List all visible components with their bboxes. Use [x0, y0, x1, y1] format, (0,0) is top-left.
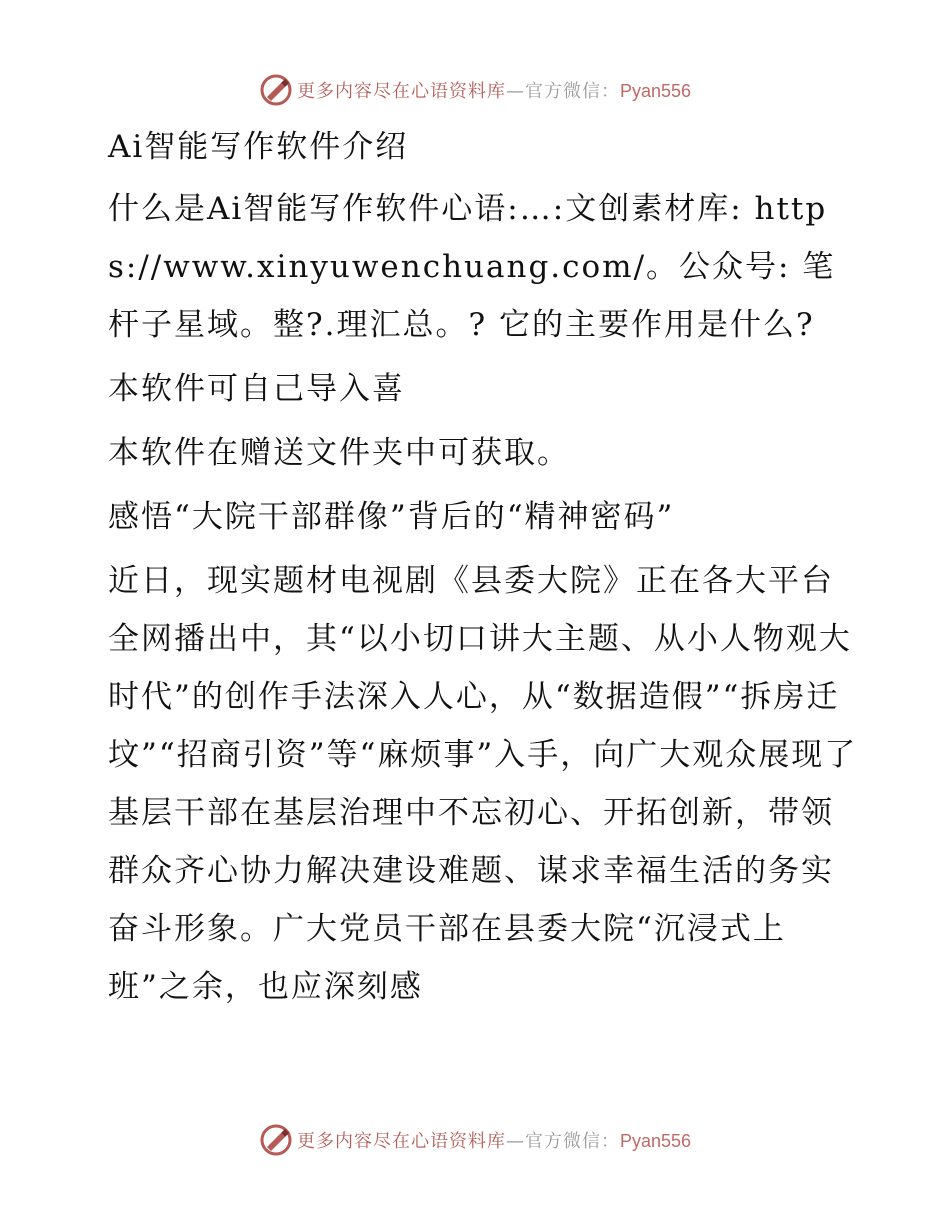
paragraph-5: 近日，现实题材电视剧《县委大院》正在各大平台全网播出中，其“以小切口讲大主题、从小人物观大时代”的创作手法深入人心，从“数据造假”“拆房迁坟”“招商引资”等“麻烦事”入手，向广大观众展现了基层干部在基层治理中不忘初心、开拓创新，带领群众齐心协力解决建设难题、谋求幸福生活的务实奋斗形象。广大党员干部在县委大院“沉浸式上班”之余，也应深刻感 — [108, 563, 858, 1005]
footer-banner-dash: — — [505, 1131, 525, 1152]
footer-banner-slogan: 更多内容尽在心语资料库 — [296, 1131, 506, 1152]
header-banner-wechat-id: Pyan556 — [619, 81, 692, 101]
paragraph-3: 本软件在赠送文件夹中可获取。 — [108, 435, 570, 471]
footer-banner-wechat-label: 官方微信： — [524, 1131, 620, 1152]
paragraph-2: 本软件可自己导入喜 — [108, 371, 405, 407]
footer-banner — [0, 1120, 950, 1160]
document-title: Ai智能写作软件介绍 — [108, 129, 409, 165]
header-banner-text — [297, 77, 691, 103]
header-banner-wechat-label: 官方微信： — [524, 81, 620, 102]
header-banner — [0, 70, 950, 110]
footer-banner-text — [297, 1127, 691, 1153]
pen-logo-icon — [259, 73, 293, 107]
footer-banner-wechat-id: Pyan556 — [619, 1131, 692, 1151]
document-body — [98, 118, 858, 1022]
paragraph-4: 感悟“大院干部群像”背后的“精神密码” — [108, 499, 675, 535]
pen-logo-icon — [259, 1123, 293, 1157]
paragraph-1: 什么是Ai智能写作软件心语:…:文创素材库: https://www.xinyuwenchuang.com/。公众号: 笔杆子星域。整?.理汇总。? 它的主要作用是什么? — [108, 191, 836, 343]
header-banner-dash: — — [505, 81, 525, 102]
header-banner-slogan: 更多内容尽在心语资料库 — [296, 81, 506, 102]
